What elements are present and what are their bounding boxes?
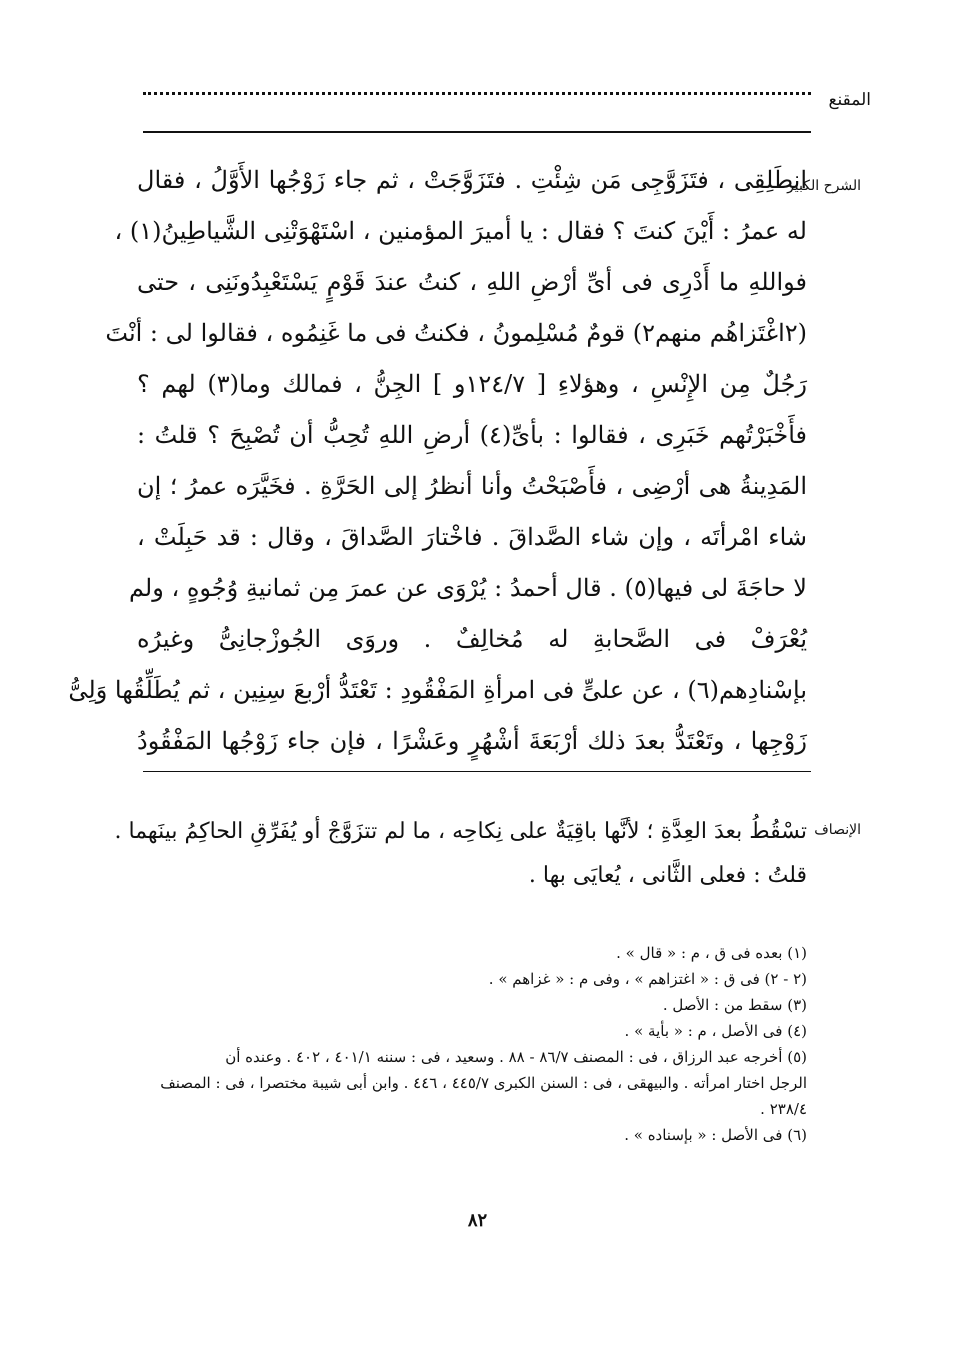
header-rule (143, 131, 811, 133)
main-text-block (68, 155, 808, 767)
insaf-line: تسْقُطُ بعدَ العِدَّةِ ؛ لأنَّها باقِيَةٌ على نِكاحِه ، ما لم تتزَوَّجْ أو يُفَرِّقِ الحاكِمُ بينَهما . (114, 819, 807, 844)
footnote: (٦) فى الأصل : « بإسناده » . (624, 1126, 807, 1144)
main-line: انطَلِقِى ، فتَزَوَّجِى مَن شِئْتِ . فتَزَوَّجَتْ ، ثم جاء زَوْجُها الأَوَّلُ ، فقال (137, 166, 807, 194)
footnote: (٥) أخرجه عبد الرزاق ، فى : المصنف ٨٦/٧ - ٨٨ . وسعيد ، فى : سننه ٤٠١/١ ، ٤٠٢ . وعنده أن (225, 1048, 807, 1066)
main-line: يُعْرَفْ فى الصَّحابةِ له مُخالِفٌ . وروَى الجُوزْجانِىُّ وغيرُه (137, 625, 807, 653)
header-title: المقنع (828, 90, 871, 110)
main-line: لا حاجَةَ لى فيها(٥) . قال أحمدُ : يُرْوَى عن عمرَ مِن ثمانيةِ وُجُوهٍ ، ولم (128, 574, 807, 602)
main-line: بإسْنادِهم(٦) ، عن علىٍّ فى امرأةِ المَفْقُودِ : تَعْتَدُّ أرْبعَ سِنِين ، ثم يُطَلِّقُها وَلِىُّ (68, 676, 807, 704)
footnote: (٣) سقط من : الأصل . (662, 996, 807, 1014)
main-line: المَدِينةُ هى أرْضِى ، فأَصْبَحْتُ وأنا أنظرُ إلى الحَرَّةِ . فخَيَّرَه عمرُ ؛ إن (137, 472, 807, 500)
footnote: الرجل اختار امرأته . والبيهقى ، فى : السنن الكبرى ٤٤٥/٧ ، ٤٤٦ . وابن أبى شيبة مختصرا ، فى : المصنف (160, 1074, 807, 1092)
main-line: (٢اغْتَزاهُم منهم٢) قومٌ مُسْلِمونُ ، فكنتُ فى ما غَنِمُوه ، فقالوا لى : أنْتَ (105, 319, 807, 347)
section-label-sharh: الشرح الكبير (787, 178, 861, 194)
footnote: (٤) فى الأصل ، م : « بأية » . (624, 1022, 807, 1040)
section-label-insaf: الإنصاف (814, 822, 861, 838)
insaf-text-block (114, 810, 807, 898)
footnotes (117, 940, 807, 1148)
main-line: رَجُلٌ مِن الإِنْسِ ، وهؤلاءِ [ ١٢٤/٧و ] الجِنُّ ، فمالك وما(٣) لهم ؟ (137, 370, 808, 398)
footnote: (١) بعده فى ق ، م : « قال » . (616, 944, 807, 962)
main-line: له عمرُ : أَيْنَ كنتَ ؟ فقال : يا أميرَ المؤمنين ، اسْتَهْوَتْنِى الشَّياطِينُ(١) ، (114, 217, 807, 245)
main-line: فواللهِ ما أَدْرِى فى أىِّ أرْضِ اللهِ ، كنتُ عندَ قَوْمٍ يَسْتَعْبِدُونَنِى ، حتى (137, 268, 807, 296)
main-line: فأَخْبَرْتُهم خَبَرِى ، فقالوا : بأىِّ(٤) أرضِ اللهِ تُحِبُّ أن تُصْبِحَ ؟ قلتُ : (137, 421, 807, 449)
footnote: ٢٣٨/٤ . (760, 1100, 807, 1118)
main-line: زَوْجِها ، وتَعْتَدُّ بعدَ ذلك أرْبَعَةَ أشْهُرٍ وعَشْرًا ، فإن جاء زَوْجُها المَفْقُودُ (137, 727, 807, 755)
page-number: ٨٢ (467, 1210, 488, 1231)
header-dotted-rule (143, 92, 811, 95)
section-divider (143, 771, 811, 772)
main-line: شاء امْرأتَه ، وإن شاء الصَّداقَ . فاخْتارَ الصَّداقَ ، وقال : قد حَبِلَتْ ، (137, 523, 807, 551)
footnote: (٢ - ٢) فى ق : « اغتزاهم » ، وفى م : « غزاهم » . (488, 970, 807, 988)
insaf-line: قلتُ : فعلى الثَّانى ، يُعايَى بها . (528, 863, 807, 888)
